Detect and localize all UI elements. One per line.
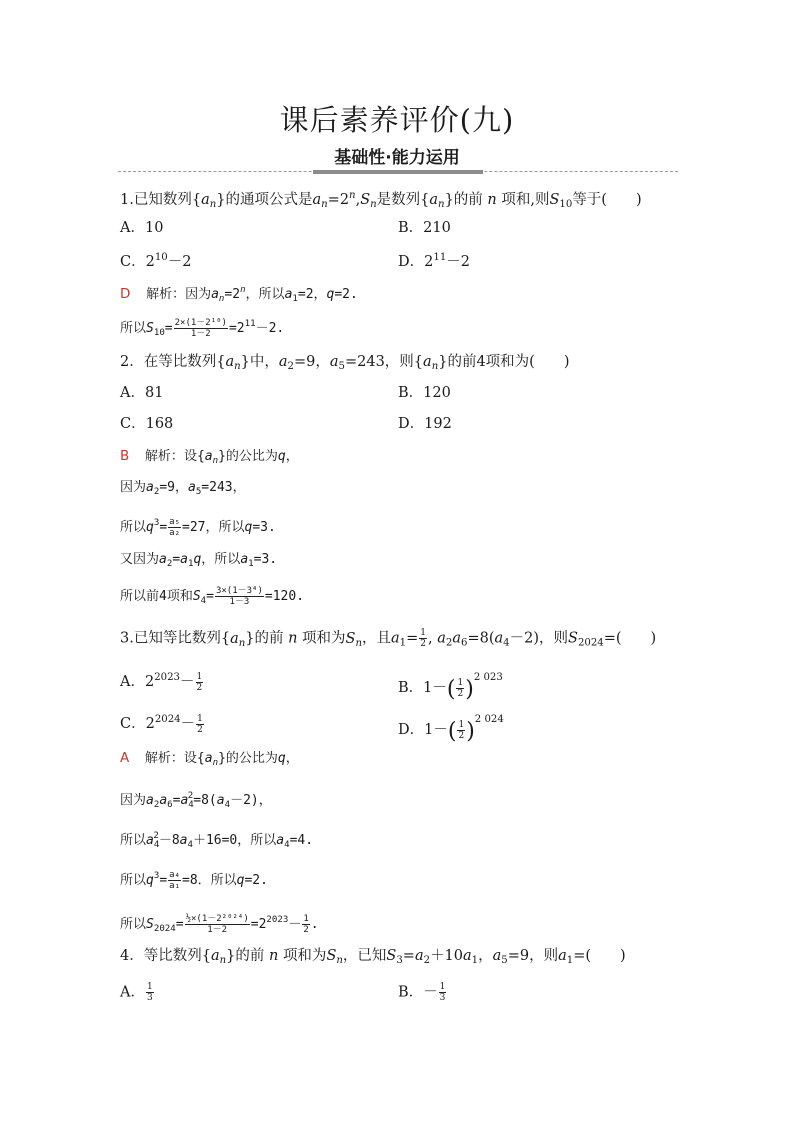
question-3-stem: 3.已知等比数列$\{a_n\}$的前 n 项和为$S_n$，且$a_1=$ $\frac{1}{2}$ , $a_2a_6=8(a_4-2)$，则$S_{2024}=$( ) xyxy=(120,628,657,649)
page-title: 课后素养评价(九) xyxy=(279,103,515,137)
question-1-option-c: C．$2^{10}-2$ xyxy=(120,252,192,270)
question-3-solution-line-2: 因为$a_2a_6=a_4^2=8(a_4-2)$， xyxy=(120,791,272,810)
question-1-option-b: B．210 xyxy=(398,220,451,236)
question-2-solution-line-5: 所以前4项和$S_4=$ $\frac{\text{3×(1－3⁴)}}{1-3}$ =120. xyxy=(120,586,305,607)
question-3-solution-line-5: 所以$S_{2024}=$ $\frac{\text{½×(1－2²⁰²⁴)}}{1-2}$ $=2^{2023}-$ $\frac{1}{2}$ . xyxy=(120,914,319,935)
subtitle-underline xyxy=(313,170,483,174)
question-3-option-b: B．1－( $\frac{1}{2}$ )$^{2 023}$ xyxy=(398,672,503,702)
question-3-solution-line-3: 所以$a_4^2-8a_4+16=0$，所以$a_4=4$. xyxy=(120,831,314,850)
question-3-solution-line-4: 所以$q^3=$ $\frac{\text{a₄}}{\text{a₁}}$ =8．所以q=2. xyxy=(120,870,268,891)
question-1-solution-line-2: 所以$S_{10}=$ $\frac{\text{2×(1－2¹⁰)}}{1-2}$ $=2^{11}-2$. xyxy=(120,318,285,339)
section-subtitle: 基础性·能力运用 xyxy=(334,148,460,168)
question-1-answer: D xyxy=(120,286,131,302)
question-3-option-a: A．$2^{2023}-$ $\frac{1}{2}$ xyxy=(120,671,203,693)
question-2-option-a: A．81 xyxy=(120,385,164,401)
question-3-option-d: D．1－( $\frac{1}{2}$ )$^{2 024}$ xyxy=(398,714,504,744)
question-2-option-d: D．192 xyxy=(398,416,452,432)
question-4-option-a: A． $\frac{1}{3}$ xyxy=(120,982,153,1003)
question-1-stem: 1.已知数列$\{a_n\}$的通项公式是$a_n=2^n,S_n$是数列$\{a_n\}$的前 n 项和,则$S_{10}$等于( ) xyxy=(120,190,642,210)
question-1-option-a: A．10 xyxy=(120,220,164,236)
question-2-solution-line-2: 因为$a_2=9$，$a_5=243$， xyxy=(120,480,246,497)
question-4-option-b: B．－ $\frac{1}{3}$ xyxy=(398,982,446,1003)
question-1-option-d: D．$2^{11}-2$ xyxy=(398,252,470,270)
question-3-solution-line-1: A 解析：设$\{a_n\}$的公比为q， xyxy=(120,750,299,768)
question-2-option-b: B．120 xyxy=(398,385,451,401)
question-4-stem: 4．等比数列$\{a_n\}$的前 n 项和为$S_n$，已知$S_3=a_2+10a_1$，$a_5=9$，则$a_1=$( ) xyxy=(120,948,626,966)
question-2-solution-line-3: 所以$q^3=$ $\frac{\text{a₅}}{\text{a₂}}$ =27，所以q=3. xyxy=(120,517,276,538)
question-2-answer: B xyxy=(120,448,130,464)
question-2-stem: 2．在等比数列$\{a_n\}$中，$a_2=9$，$a_5=243$，则$\{a_n\}$的前4项和为( ) xyxy=(120,354,570,372)
question-2-solution-line-1: B 解析：设$\{a_n\}$的公比为q， xyxy=(120,448,299,466)
question-3-answer: A xyxy=(120,750,130,766)
question-2-solution-line-4: 又因为$a_2=a_1q$，所以$a_1=3$. xyxy=(120,552,278,569)
question-2-option-c: C．168 xyxy=(120,416,174,432)
question-3-option-c: C．$2^{2024}-$ $\frac{1}{2}$ xyxy=(120,713,203,735)
question-1-solution-line-1: D 解析：因为$a_n=2^n$，所以$a_1=2$，q=2. xyxy=(120,285,358,304)
